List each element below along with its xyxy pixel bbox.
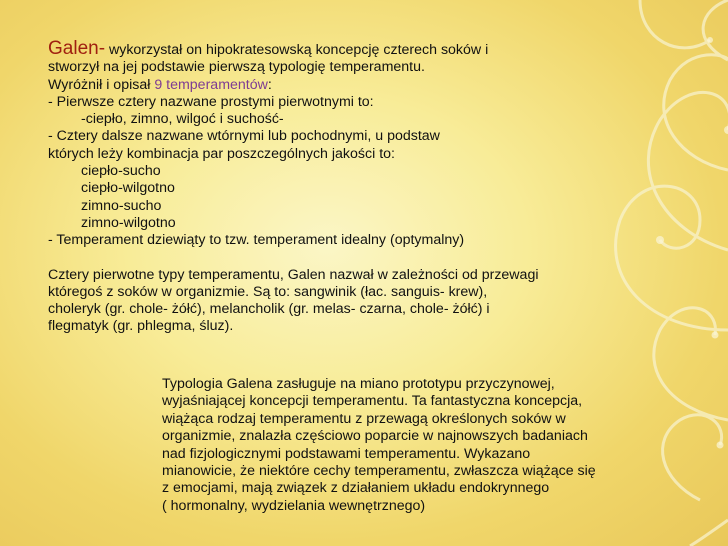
quote-line: wiążąca rodzaj temperamentu z przewagą określonych soków w [162, 410, 566, 427]
list-item: -ciepło, zimno, wilgoć i suchość- [81, 111, 284, 128]
list-item: - Pierwsze cztery nazwane prostymi pierwotnymi to: [48, 93, 374, 110]
quote-line: ( hormonalny, wydzielania wewnętrznego) [162, 497, 426, 514]
quote-line: Typologia Galena zasługuje na miano prototypu przyczynowej, [162, 376, 555, 392]
list-item: zimno-sucho [81, 197, 162, 214]
list-item: których leży kombinacja par poszczególnych jakości to: [48, 145, 395, 162]
quote-line: mianowicie, że niektóre cechy temperamentu, zwłaszcza wiążące się [162, 463, 596, 480]
galen-name: Galen- [48, 38, 106, 59]
intro-line-1 [48, 40, 688, 59]
intro-line-3 [48, 77, 688, 94]
quote-block [162, 376, 702, 515]
list-item: - Temperament dziewiąty to tzw. temperament idealny (optymalny) [48, 232, 465, 249]
list-item: ciepło-wilgotno [81, 180, 175, 197]
list-item: - Cztery dalsze nazwane wtórnymi lub pochodnymi, u podstaw [48, 128, 440, 145]
intro-text: wykorzystał on hipokratesowską koncepcję czterech soków i [105, 42, 489, 58]
quote-line: nad fizjologicznymi podstawami temperamentu. Wykazano [162, 445, 531, 462]
paragraph-line: Cztery pierwotne typy temperamentu, Galen nazwał w zależności od przewagi [48, 266, 539, 283]
intro-colon: : [267, 76, 272, 93]
quote-line: wyjaśniającej koncepcji temperamentu. Ta fantastyczna koncepcja, [162, 393, 583, 410]
quote-line: organizmie, znalazła częściowo poparcie w najnowszych badaniach [162, 428, 588, 445]
spacer [48, 250, 688, 267]
paragraph-line: choleryk (gr. chole- żółć), melancholik (gr. melas- czarna, chole- żółć) i [48, 301, 490, 318]
paragraph-line: flegmatyk (gr. phlegma, śluz). [48, 318, 234, 335]
list-item: zimno-wilgotno [81, 214, 176, 231]
temperaments-highlight: 9 temperamentów [154, 76, 268, 93]
quote-line: z emocjami, mają związek z działaniem układu endokrynnego [162, 480, 550, 497]
intro-lead: Wyróżnił i opisał [48, 76, 155, 93]
paragraph-line: któregoś z soków w organizmie. Są to: sangwinik (łac. sanguis- krew), [48, 283, 488, 300]
intro-line-2: stworzył na jej podstawie pierwszą typologię temperamentu. [48, 59, 425, 76]
slide-body [48, 40, 688, 336]
list-item: ciepło-sucho [81, 163, 161, 180]
